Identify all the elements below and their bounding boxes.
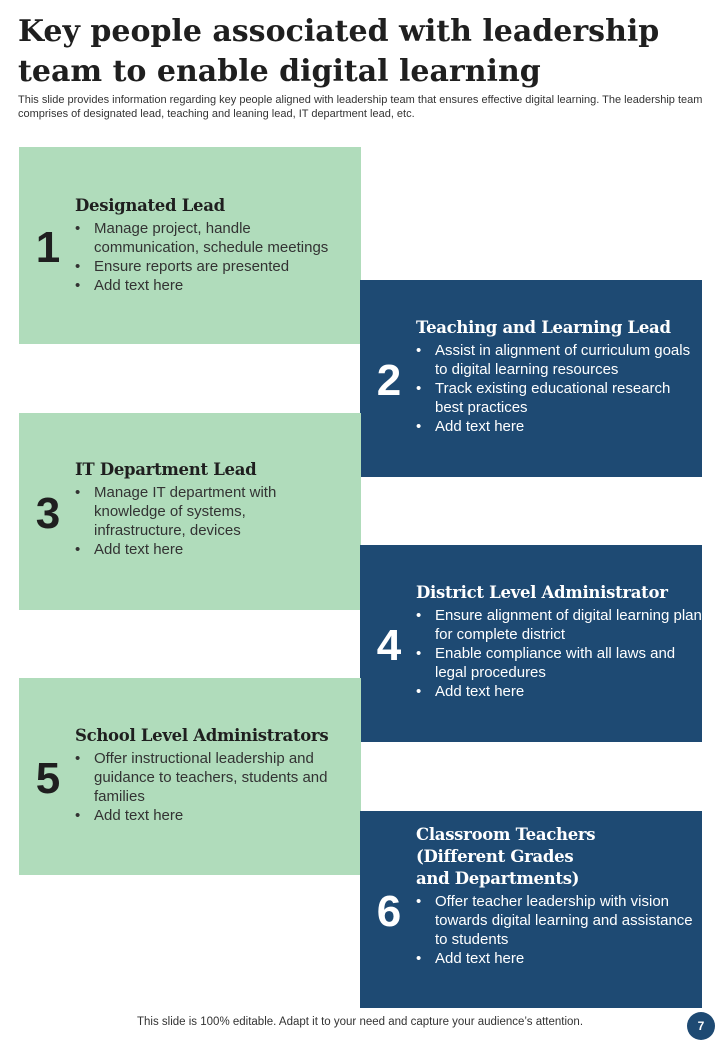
card-designated-lead xyxy=(19,147,361,344)
bullet-item: • Manage IT department with knowledge of systems, infrastructure, devices xyxy=(75,483,297,540)
bullet-item: • Ensure reports are presented xyxy=(75,257,357,276)
card-title: Teaching and Learning Lead xyxy=(416,318,671,337)
card-number: 6 xyxy=(376,887,402,936)
card-number: 3 xyxy=(35,489,61,538)
bullet-list xyxy=(416,892,698,968)
bullet-item: • Offer instructional leadership and guidance to teachers, students and families xyxy=(75,749,347,806)
card-title: District Level Administrator xyxy=(416,583,668,602)
card-title: Designated Lead xyxy=(75,196,225,215)
bullet-list xyxy=(416,606,702,701)
bullet-item: • Add text here xyxy=(416,949,698,968)
page-title: Key people associated with leadership team to enable digital learning xyxy=(18,14,660,89)
card-number: 2 xyxy=(376,356,402,405)
bullet-item: • Enable compliance with all laws and legal procedures xyxy=(416,644,702,682)
card-school-level-administrators xyxy=(19,678,361,875)
bullet-list xyxy=(75,749,357,825)
bullet-item: • Add text here xyxy=(75,276,357,295)
bullet-item: • Assist in alignment of curriculum goals to digital learning resources xyxy=(416,341,698,379)
bullet-item: • Offer teacher leadership with vision towards digital learning and assistance to students xyxy=(416,892,698,949)
card-title: IT Department Lead xyxy=(75,460,257,479)
card-it-department-lead xyxy=(19,413,361,610)
bullet-item: • Add text here xyxy=(75,540,297,559)
card-title: Classroom Teachers (Different Grades and Departments) xyxy=(416,825,596,888)
bullet-item: • Add text here xyxy=(75,806,347,825)
card-teaching-learning-lead xyxy=(360,280,702,477)
card-number: 1 xyxy=(35,223,61,272)
bullet-item: • Add text here xyxy=(416,417,698,436)
card-title: School Level Administrators xyxy=(75,726,329,745)
bullet-item: • Manage project, handle communication, schedule meetings xyxy=(75,219,357,257)
page-subtitle: This slide provides information regarding key people aligned with leadership team that ensures effective digital learning. The leadership team comprises of designated lead, teaching and leaning lead, IT department lead, etc. xyxy=(18,94,703,120)
bullet-list xyxy=(75,219,357,295)
bullet-item: • Add text here xyxy=(416,682,702,701)
footer-note: This slide is 100% editable. Adapt it to your need and capture your audience’s attention. xyxy=(136,1016,584,1028)
card-number: 5 xyxy=(35,754,61,803)
bullet-list xyxy=(75,483,357,559)
bullet-item: • Track existing educational research best practices xyxy=(416,379,698,417)
card-number: 4 xyxy=(376,621,402,670)
bullet-item: • Ensure alignment of digital learning plan for complete district xyxy=(416,606,702,644)
page-number-badge: 7 xyxy=(687,1012,715,1040)
bullet-list xyxy=(416,341,698,436)
card-district-level-administrator xyxy=(360,545,702,742)
card-classroom-teachers xyxy=(360,811,702,1008)
